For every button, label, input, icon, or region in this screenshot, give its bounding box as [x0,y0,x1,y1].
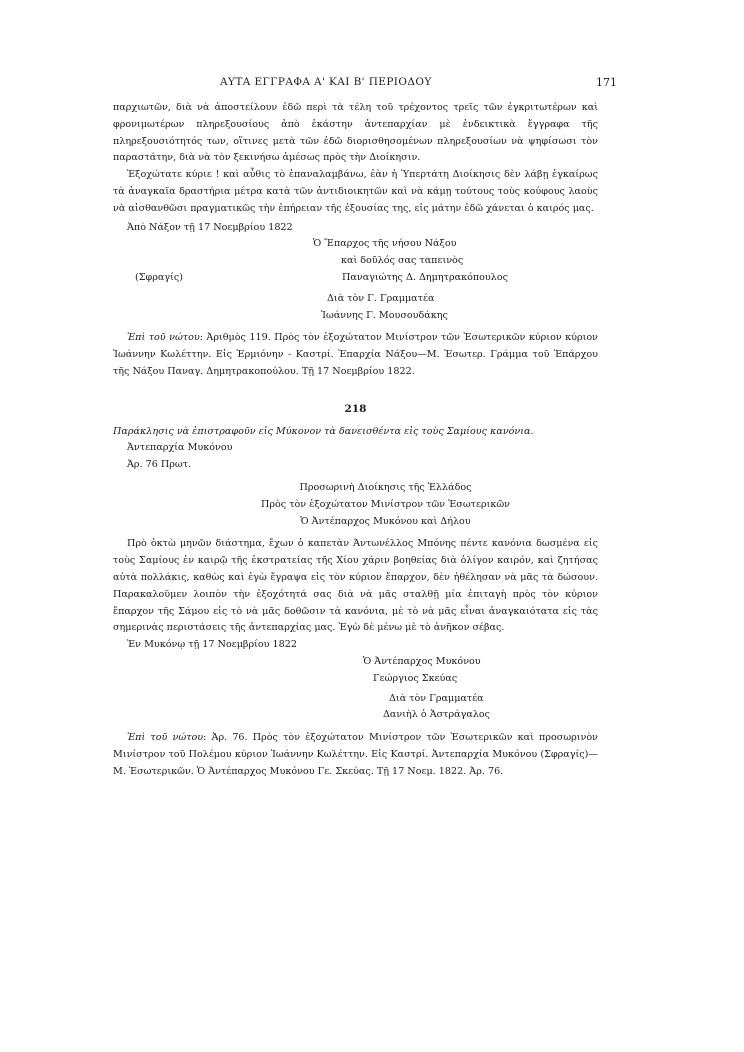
doc218-signature-line: Ὁ Ἀντέπαρχος Μυκόνου [363,655,481,667]
doc217-signature-line: καὶ δοῦλός σας ταπεινὸς [341,255,464,267]
running-header-title: ΑΥΤΑ ΕΓΓΡΑΦΑ Α' ΚΑΙ Β' ΠΕΡΙΟΔΟΥ [220,76,432,88]
verso-text: : Ἀριθμὸς 119. Πρὸς τὸν ἐξοχώτατον Μινίστρον τῶν Ἐσωτερικῶν κύριον κύριον Ἰωάννην Κωλέττην. Εἰς Ἑρμιόνην - Καστρί. Ἐπαρχία Νάξου—Μ. Ἐσωτερ. Γράμμα τοῦ Ἐπάρχου τῆς Νάξου Παναγ. Δημητρακοπούλου. Τῇ 17 Νοεμβρίου 1822. [113,332,598,377]
doc218-from-line-2: Ἀρ. 76 Πρωτ. [127,459,192,471]
doc218-from-line-1: Ἀντεπαρχία Μυκόνου [127,442,233,454]
verso-label: Ἐπὶ τοῦ νώτου [127,732,204,744]
doc217-signature-line: Διὰ τὸν Γ. Γραμματέα [327,292,435,304]
doc217-signature-block-1 [313,236,598,270]
doc218-number: 218 [344,402,367,415]
doc217-signature-block-2 [321,291,598,325]
doc217-seal: (Σφραγίς) [135,271,183,283]
verso-label: Ἐπὶ τοῦ νώτου [127,332,200,344]
doc217-verso-note [113,330,598,380]
doc217-seal-row [113,270,598,287]
doc218-signature-line: Διὰ τὸν Γραμματέα [389,692,484,704]
doc217-paragraph-1: παρχιωτῶν, διὰ νὰ ἀποστείλουν ἐδῶ περὶ τὰ τέλη τοῦ τρέχοντος τρεῖς τῶν ἐγκριτωτέρων καὶ φρονιμωτέρων πληρεξουσίους ἀπὸ ἑκάστην ἀντεπαρχίαν μὲ ἐνδεικτικὰ ἔγγραφα τῆς πληρεξουσιότητός των, οἵτινες μετὰ τῶν ἐδῶ διορισθησομένων πληρεξουσίων νὰ ψηφίσωσι τὸν παραστάτην, διὰ νὰ τὸν ξεκινήσω ἀμέσως πρὸς τὴν Διοίκησιν. [113,102,598,164]
doc218-heading-2: Πρὸς τὸν ἐξοχώτατον Μινίστρον τῶν Ἐσωτερικῶν [261,498,510,510]
doc217-paragraph-2: Ἐξοχώτατε κύριε ! καὶ αὖθις τὸ ἐπαναλαμβάνω, ἐὰν ἡ Ὑπερτάτη Διοίκησις δὲν λάβῃ ἐγκαίρως τὰ ἀναγκαῖα δραστήρια μέτρα κατὰ τῶν ἀντιδιοικητῶν καὶ νὰ κάμῃ τούτους τοὺς κούφους λαοὺς νὰ αἰσθανθῶσι πραγματικῶς τὴν ἐπήρειαν τῆς ἐξουσίας της, εἰς μάτην ἐδῶ χάνεται ὁ καιρός μας. [113,169,598,214]
doc217-signature-line: Ἰωάννης Γ. Μουσουδάκης [321,309,448,321]
doc217-place-date: Ἀπὸ Νάξον τῇ 17 Νοεμβρίου 1822 [127,221,293,233]
doc218-signature-block [363,654,598,724]
page-content [113,100,598,780]
doc218-place-date: Ἐν Μυκόνῳ τῇ 17 Νοεμβρίου 1822 [127,639,297,651]
doc218-summary: Παράκλησις νὰ ἐπιστραφοῦν εἰς Μύκονον τὰ δανεισθέντα εἰς τοὺς Σαμίους κανόνια. [113,425,534,437]
doc218-signature-line: Δανιὴλ ὁ Ἀστράγαλος [383,709,491,721]
doc218-verso-note [113,730,598,780]
doc218-heading-3: Ὁ Ἀντέπαρχος Μυκόνου καὶ Δήλου [300,515,471,527]
doc218-body: Πρὸ ὀκτὼ μηνῶν διάστημα, ἔχων ὁ καπετὰν Ἀντωνέλλος Μπόνης πέντε κανόνια δωσμένα εἰς τοὺς Σαμίους ἐν καιρῷ τῆς ἐκστρατείας τῆς Χίου χάριν βοηθείας διὰ ὀλίγον καιρόν, καὶ ζητήσας αὐτὰ πολλάκις, καθὼς καὶ ἐγὼ ἔγραψα εἰς τὸν κύριον ἔπαρχον, δὲν ἠθέλησαν νὰ μᾶς τὰ δώσουν. Παρακαλοῦμεν λοιπὸν τὴν ἐξοχότητά σας διὰ νὰ μᾶς σταλθῇ μία ἐπιταγὴ πρὸς τὸν κύριον ἔπαρχον τῆς Σάμου εἰς τὸ νὰ μᾶς δοθῶσιν τὰ κανόνια, μὲ τὸ νὰ μᾶς εἶναι ἀναγκαιότατα εἰς τὰς σημερινὰς περιστάσεις τῆς ἀντεπαρχίας μας. Ἐγὼ δὲ μένω μὲ τὸ ἀνῆκον σέβας. [113,538,598,634]
doc217-signature-line: Ὁ Ἔπαρχος τῆς νήσου Νάξου [313,238,457,250]
doc218-heading-1: Προσωρινὴ Διοίκησις τῆς Ἑλλάδος [299,481,472,493]
doc218-signature-line: Γεώργιος Σκεύας [373,672,458,684]
verso-text: : Ἀρ. 76. Πρὸς τὸν ἐξοχώτατον Μινίστρον τῶν Ἐσωτερικῶν καὶ προσωρινὸν Μινίστρον τοῦ Πολέμου κύριον Ἰωάννην Κωλέττην. Εἰς Καστρί. Ἀντεπαρχία Μυκόνου (Σφραγίς)—Μ. Ἐσωτερικῶν. Ὁ Ἀντέπαρχος Μυκόνου Γε. Σκεύας. Τῇ 17 Νοεμ. 1822. Ἀρ. 76. [113,732,598,777]
doc217-signatory-name: Παναγιώτης Δ. Δημητρακόπουλος [342,271,508,283]
page-number: 171 [596,76,617,89]
